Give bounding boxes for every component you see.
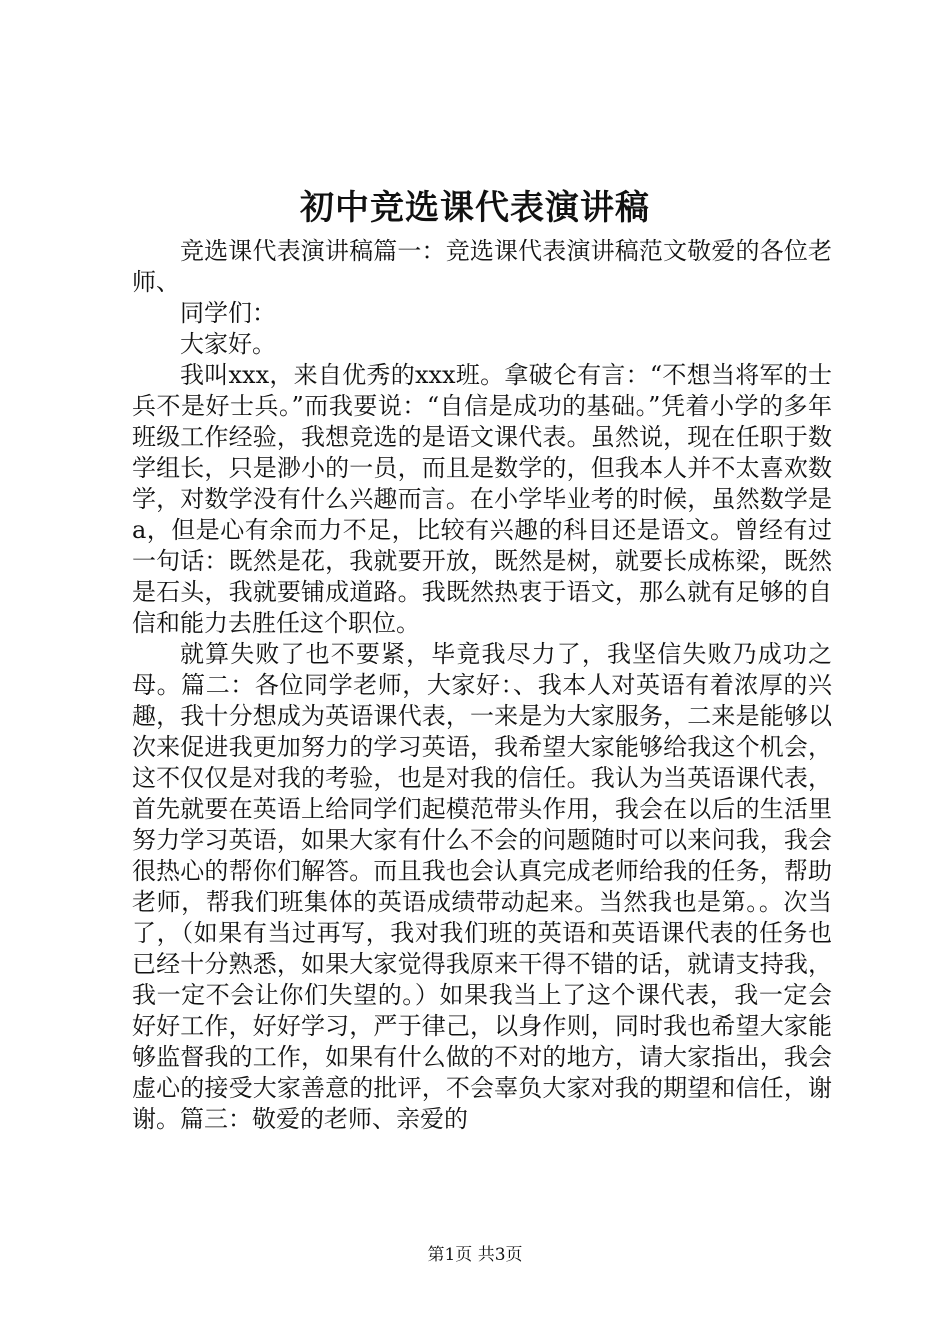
paragraph: 同学们： — [180, 299, 276, 327]
document-body — [132, 236, 832, 1135]
paragraph: 我叫xxx，来自优秀的xxx班。拿破仑有言：“不想当将军的士兵不是好士兵。”而我要说：“自信是成功的基础。”凭着小学的多年班级工作经验，我想竞选的是语文课代表。虽然说，现在任职于数学组长，只是渺小的一员，而且是数学的，但我本人并不太喜欢数学，对数学没有什么兴趣而言。在小学毕业考的时候，虽然数学是a，但是心有余而力不足，比较有兴趣的科目还是语文。曾经有过一句话：既然是花，我就要开放，既然是树，就要长成栋梁，既然是石头，我就要铺成道路。我既然热衷于语文，那么就有足够的自信和能力去胜任这个职位。 — [132, 361, 832, 637]
page-number-footer: 第1页 共3页 — [427, 1245, 523, 1265]
paragraph: 竞选课代表演讲稿篇一：竞选课代表演讲稿范文敬爱的各位老师、 — [132, 237, 832, 296]
paragraph: 就算失败了也不要紧，毕竟我尽力了，我坚信失败乃成功之母。篇二：各位同学老师，大家好：、我本人对英语有着浓厚的兴趣，我十分想成为英语课代表，一来是为大家服务，二来是能够以次来促进我更加努力的学习英语，我希望大家能够给我这个机会，这不仅仅是对我的考验，也是对我的信任。我认为当英语课代表，首先就要在英语上给同学们起模范带头作用，我会在以后的生活里努力学习英语，如果大家有什么不会的问题随时可以来问我，我会很热心的帮你们解答。而且我也会认真完成老师给我的任务，帮助老师，帮我们班集体的英语成绩带动起来。当然我也是第。。次当了，（如果有当过再写，我对我们班的英语和英语课代表的任务也已经十分熟悉，如果大家觉得我原来干得不错的话，就请支持我，我一定不会让你们失望的。）如果我当上了这个课代表，我一定会好好工作，好好学习，严于律己，以身作则，同时我也希望大家能够监督我的工作，如果有什么做的不对的地方，请大家指出，我会虚心的接受大家善意的批评，不会辜负大家对我的期望和信任，谢谢。篇三：敬爱的老师、亲爱的 — [132, 640, 832, 1133]
document-title: 初中竞选课代表演讲稿 — [300, 188, 650, 228]
paragraph: 大家好。 — [180, 330, 276, 358]
